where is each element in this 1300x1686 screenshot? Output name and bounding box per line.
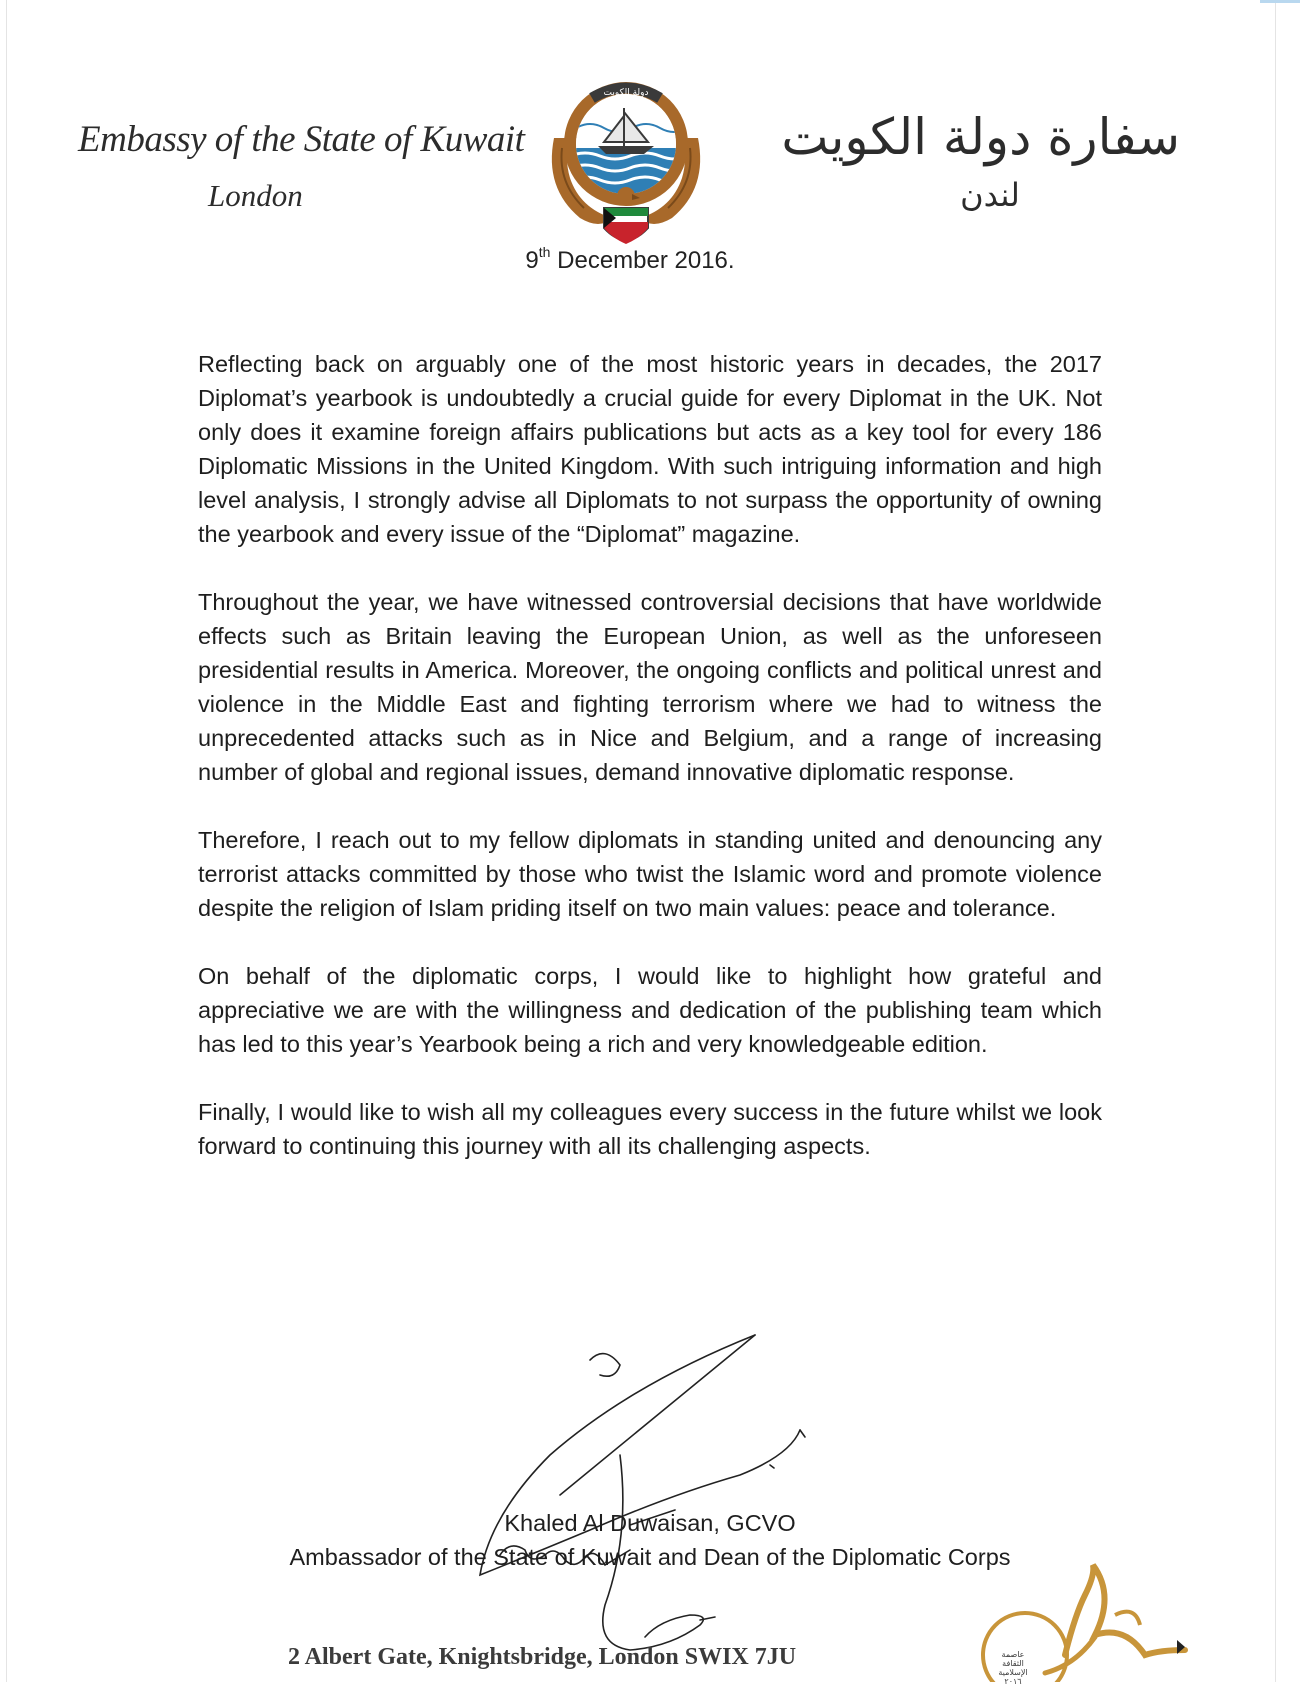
letter-date bbox=[480, 246, 780, 275]
signatory-title: Ambassador of the State of Kuwait and Dean of the Diplomatic Corps bbox=[289, 1544, 1011, 1570]
date-suffix: th bbox=[538, 244, 551, 260]
culture-logo-caption: عاصمة الثقافة الإسلامية ٢٠١٦ bbox=[998, 1650, 1028, 1686]
body-paragraph: Finally, I would like to wish all my colleagues every success in the future whilst we look forward to continuing this journey with all its challenging aspects. bbox=[198, 1099, 1102, 1159]
date-day: 9 bbox=[525, 247, 539, 274]
signatory-name: Khaled Al Duwaisan, GCVO bbox=[504, 1510, 796, 1536]
embassy-address: 2 Albert Gate, Knightsbridge, London SWIX 7JU bbox=[288, 1644, 797, 1670]
body-paragraph: Therefore, I reach out to my fellow diplomats in standing united and denouncing any terrorist attacks committed by those who twist the Islamic word and promote violence despite the religion of Islam priding itself on two main values: peace and tolerance. bbox=[198, 827, 1102, 921]
date-rest: December 2016. bbox=[550, 247, 735, 274]
crest-label: دولة الكويت bbox=[603, 88, 649, 98]
body-paragraph: Throughout the year, we have witnessed controversial decisions that have worldwide effects such as Britain leaving the European Union, as well as the unforeseen presidential results in America. Moreover, the ongoing conflicts and political unrest and violence in the Middle East and fighting terrorism where we had to witness the unprecedented attacks such as in Nice and Belgium, and a range of increasing number of global and regional issues, demand innovative diplomatic response. bbox=[198, 589, 1102, 785]
scan-corner-mark bbox=[1260, 0, 1300, 3]
embassy-name-english: Embassy of the State of Kuwait bbox=[78, 119, 525, 160]
embassy-name-arabic: سفارة دولة الكويت bbox=[781, 108, 1180, 166]
handwritten-signature bbox=[470, 1325, 890, 1655]
kuwait-coat-of-arms-icon bbox=[540, 68, 712, 254]
page-left-edge bbox=[6, 0, 7, 1682]
embassy-city-arabic: لندن bbox=[960, 176, 1020, 214]
embassy-city-english: London bbox=[208, 178, 303, 213]
body-paragraph: Reflecting back on arguably one of the most historic years in decades, the 2017 Diplomat’s yearbook is undoubtedly a crucial guide for every Diplomat in the UK. Not only does it examine foreign affairs publications but acts as a key tool for every 186 Diplomatic Missions in the United Kingdom. With such intriguing information and high level analysis, I strongly advise all Diplomats to not surpass the opportunity of owning the yearbook and every issue of the “Diplomat” magazine. bbox=[198, 351, 1102, 547]
body-paragraph: On behalf of the diplomatic corps, I would like to highlight how grateful and appreciative we are with the willingness and dedication of the publishing team which has led to this year’s Yearbook being a rich and very knowledgeable edition. bbox=[198, 963, 1102, 1057]
letter-body bbox=[198, 347, 1102, 1197]
page-right-edge bbox=[1275, 0, 1276, 1682]
